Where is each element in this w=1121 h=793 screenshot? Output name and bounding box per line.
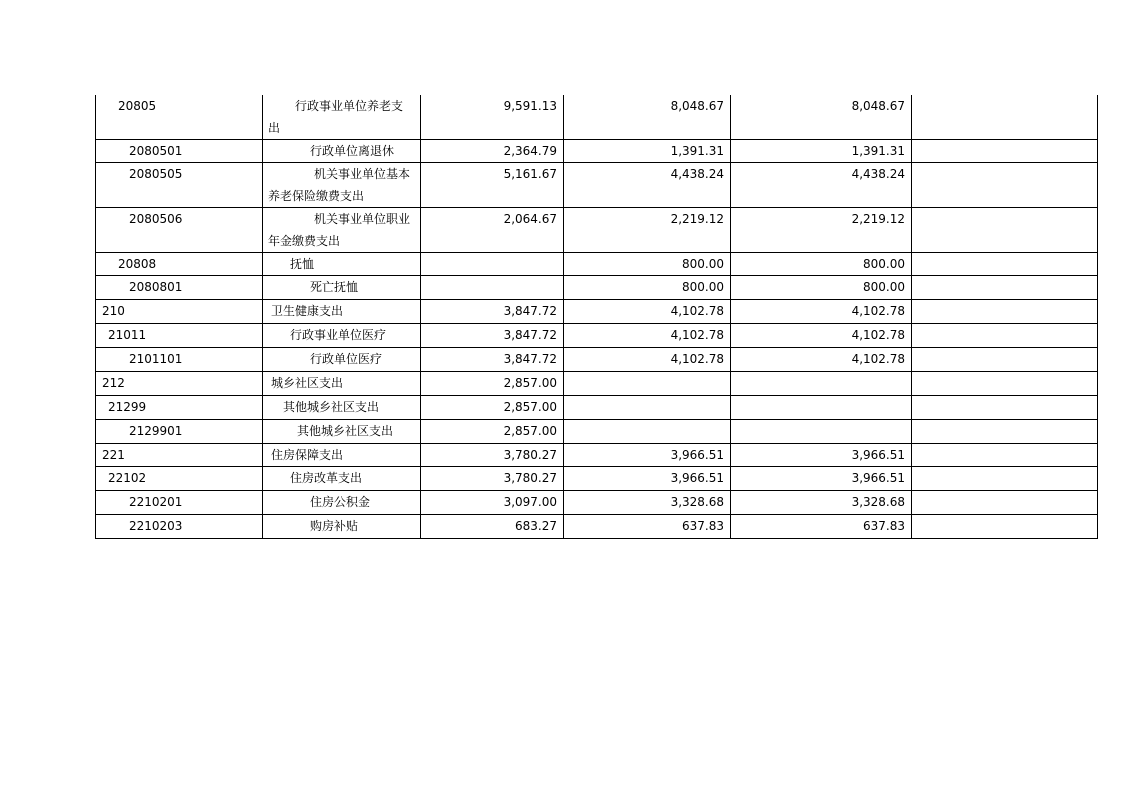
table-row [96,324,1098,348]
category-code-cell [96,163,263,208]
amount-cell [421,276,564,300]
category-code: 210 [102,304,125,318]
category-name-cell [263,324,421,348]
amount-cell [564,467,731,491]
note-cell [912,208,1098,253]
amount-cell [564,163,731,208]
amount-cell [731,491,912,515]
amount-cell [731,515,912,539]
category-name: 城乡社区支出 [271,376,344,390]
category-name: 行政事业单位医疗 [290,328,387,342]
table-row [96,276,1098,300]
category-code: 221 [102,448,125,462]
note-cell [912,300,1098,324]
category-name-cell [263,348,421,372]
table-row [96,140,1098,163]
category-name-cell [263,515,421,539]
category-code-cell [96,95,263,140]
amount-value: 3,966.51 [851,471,905,485]
category-name-cell [263,396,421,420]
amount-value: 4,102.78 [670,352,724,366]
category-name: 住房改革支出 [290,471,363,485]
category-name-cell [263,300,421,324]
amount-value: 3,097.00 [503,495,557,509]
amount-cell [421,396,564,420]
category-code: 22102 [108,471,147,485]
amount-value: 3,966.51 [851,448,905,462]
note-cell [912,444,1098,467]
amount-value: 800.00 [863,280,905,294]
amount-value: 3,847.72 [503,328,557,342]
amount-cell [421,372,564,396]
amount-value: 8,048.67 [670,99,724,113]
category-code: 2080501 [129,144,183,158]
amount-cell [731,444,912,467]
category-name-cell [263,95,421,140]
amount-value: 4,102.78 [851,352,905,366]
amount-cell [564,372,731,396]
category-name-cell [263,491,421,515]
table-row [96,491,1098,515]
category-code-cell [96,491,263,515]
amount-value: 2,364.79 [503,144,557,158]
table-row [96,372,1098,396]
category-code-cell [96,444,263,467]
amount-cell [421,420,564,444]
category-name-cell [263,444,421,467]
amount-cell [731,396,912,420]
amount-value: 2,857.00 [503,376,557,390]
amount-value: 1,391.31 [851,144,905,158]
amount-cell [421,444,564,467]
note-cell [912,140,1098,163]
note-cell [912,491,1098,515]
category-code: 2080505 [129,167,183,181]
amount-value: 2,219.12 [670,212,724,226]
amount-cell [731,140,912,163]
table-row [96,396,1098,420]
amount-cell [731,208,912,253]
amount-value: 800.00 [863,257,905,271]
category-code-cell [96,515,263,539]
category-name: 抚恤 [290,257,315,271]
table-row [96,515,1098,539]
category-name-cell [263,208,421,253]
category-name: 卫生健康支出 [271,304,344,318]
table-row [96,420,1098,444]
category-name-cell [263,163,421,208]
table-row [96,253,1098,276]
note-cell [912,276,1098,300]
amount-value: 3,966.51 [670,471,724,485]
note-cell [912,95,1098,140]
amount-value: 3,847.72 [503,304,557,318]
amount-cell [421,163,564,208]
amount-value: 3,328.68 [851,495,905,509]
amount-value: 3,780.27 [503,471,557,485]
category-name: 机关事业单位职业年金缴费支出 [268,212,411,248]
amount-cell [731,253,912,276]
category-code-cell [96,208,263,253]
category-name-cell [263,140,421,163]
budget-expenditure-table [95,95,1098,539]
amount-value: 4,438.24 [851,167,905,181]
category-code-cell [96,372,263,396]
amount-value: 3,847.72 [503,352,557,366]
category-name-cell [263,372,421,396]
amount-cell [421,515,564,539]
amount-value: 2,064.67 [503,212,557,226]
amount-cell [421,348,564,372]
amount-cell [564,491,731,515]
amount-value: 637.83 [863,519,905,533]
table-row [96,444,1098,467]
amount-value: 2,857.00 [503,424,557,438]
amount-cell [731,372,912,396]
amount-cell [564,208,731,253]
amount-value: 4,438.24 [670,167,724,181]
amount-cell [731,95,912,140]
amount-cell [731,324,912,348]
amount-value: 4,102.78 [851,304,905,318]
amount-cell [421,324,564,348]
amount-cell [564,276,731,300]
category-name: 住房保障支出 [271,448,344,462]
amount-value: 800.00 [682,257,724,271]
amount-cell [421,491,564,515]
amount-value: 800.00 [682,280,724,294]
table-row [96,300,1098,324]
amount-cell [564,324,731,348]
category-name: 行政单位离退休 [310,144,395,158]
category-code-cell [96,348,263,372]
amount-value: 4,102.78 [670,328,724,342]
category-name-cell [263,276,421,300]
amount-cell [564,95,731,140]
category-code-cell [96,467,263,491]
category-name: 住房公积金 [310,495,371,509]
table-row [96,208,1098,253]
category-code: 2129901 [129,424,183,438]
category-name: 行政事业单位养老支出 [268,99,404,135]
note-cell [912,420,1098,444]
category-code-cell [96,300,263,324]
category-name: 机关事业单位基本养老保险缴费支出 [268,167,411,203]
category-code: 2210203 [129,519,183,533]
category-code-cell [96,396,263,420]
category-code-cell [96,324,263,348]
note-cell [912,396,1098,420]
amount-value: 1,391.31 [670,144,724,158]
amount-value: 4,102.78 [851,328,905,342]
note-cell [912,253,1098,276]
amount-cell [421,253,564,276]
note-cell [912,372,1098,396]
note-cell [912,324,1098,348]
note-cell [912,348,1098,372]
amount-cell [421,467,564,491]
category-name: 死亡抚恤 [310,280,359,294]
category-code: 20808 [118,257,157,271]
amount-cell [731,348,912,372]
amount-cell [421,208,564,253]
category-name: 其他城乡社区支出 [283,400,380,414]
table-row [96,163,1098,208]
category-code: 2080506 [129,212,183,226]
category-code: 2210201 [129,495,183,509]
category-name: 购房补贴 [310,519,359,533]
amount-cell [421,300,564,324]
category-code: 2080801 [129,280,183,294]
category-name-cell [263,420,421,444]
amount-cell [564,300,731,324]
category-code-cell [96,253,263,276]
category-code-cell [96,276,263,300]
amount-cell [731,163,912,208]
table-row [96,95,1098,140]
amount-cell [731,300,912,324]
amount-value: 3,780.27 [503,448,557,462]
amount-value: 2,219.12 [851,212,905,226]
note-cell [912,515,1098,539]
amount-cell [564,348,731,372]
amount-value: 3,966.51 [670,448,724,462]
table-row [96,467,1098,491]
amount-cell [421,140,564,163]
amount-cell [564,396,731,420]
category-code: 21011 [108,328,147,342]
amount-value: 637.83 [682,519,724,533]
amount-cell [564,253,731,276]
category-code-cell [96,140,263,163]
category-name: 其他城乡社区支出 [297,424,394,438]
category-name-cell [263,467,421,491]
amount-cell [421,95,564,140]
amount-value: 2,857.00 [503,400,557,414]
amount-cell [731,276,912,300]
category-name: 行政单位医疗 [310,352,383,366]
category-code-cell [96,420,263,444]
amount-cell [564,444,731,467]
amount-value: 683.27 [515,519,557,533]
amount-cell [564,140,731,163]
category-name-cell [263,253,421,276]
category-code: 212 [102,376,125,390]
table-row [96,348,1098,372]
category-code: 21299 [108,400,147,414]
category-code: 2101101 [129,352,183,366]
category-code: 20805 [118,99,157,113]
note-cell [912,467,1098,491]
amount-cell [731,420,912,444]
amount-cell [564,515,731,539]
amount-value: 4,102.78 [670,304,724,318]
amount-value: 8,048.67 [851,99,905,113]
amount-value: 3,328.68 [670,495,724,509]
note-cell [912,163,1098,208]
amount-cell [564,420,731,444]
amount-cell [731,467,912,491]
amount-value: 5,161.67 [503,167,557,181]
amount-value: 9,591.13 [503,99,557,113]
